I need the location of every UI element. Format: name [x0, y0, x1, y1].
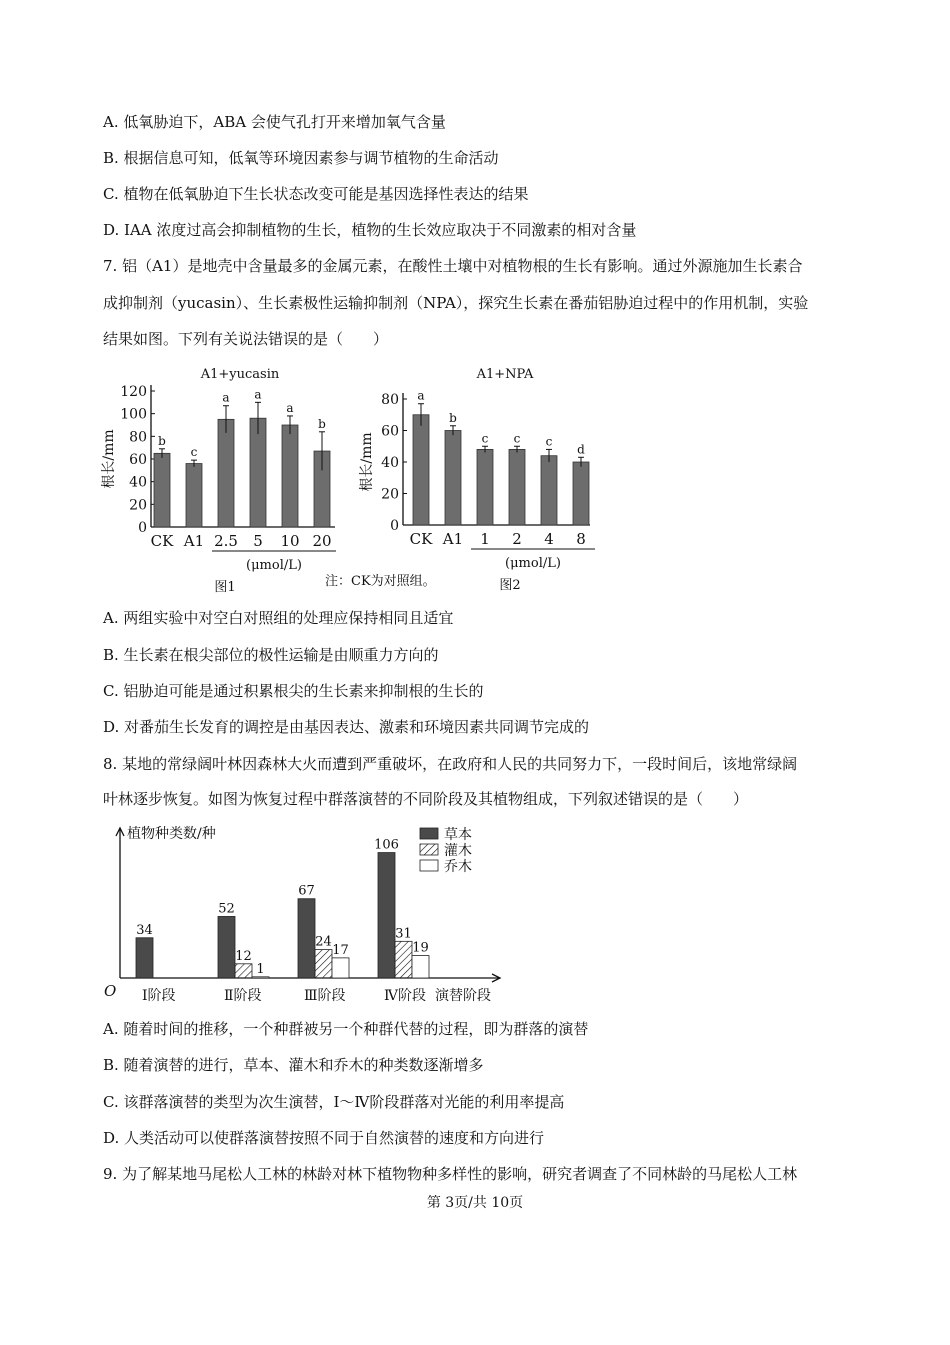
legend-swatch-乔木: [420, 860, 438, 871]
data-label: 19: [412, 940, 429, 956]
data-label: 12: [235, 948, 252, 964]
data-label: 31: [395, 926, 412, 942]
y-tick-label: 20: [381, 486, 399, 503]
x-tick-label: Ⅱ阶段: [224, 988, 262, 1004]
bar-4: [541, 456, 557, 525]
figure-caption: 图2: [499, 578, 521, 593]
q6-option-c: C. 植物在低氧胁迫下生长状态改变可能是基因选择性表达的结果: [103, 185, 529, 203]
bar-2: [509, 449, 525, 525]
significance-letter: a: [286, 400, 294, 415]
bar-CK: [154, 453, 170, 527]
bar-草本-3: [378, 853, 395, 978]
q6-option-d: D. IAA 浓度过高会抑制植物的生长，植物的生长效应取决于不同激素的相对含量: [103, 221, 637, 239]
y-tick-label: 60: [129, 452, 147, 468]
data-label: 1: [256, 961, 265, 977]
q8-option-c: C. 该群落演替的类型为次生演替，Ⅰ～Ⅳ阶段群落对光能的利用率提高: [103, 1093, 565, 1111]
significance-letter: a: [222, 390, 230, 405]
y-axis-label: 根长/mm: [101, 429, 117, 489]
page-footer: 第 3页/共 10页: [426, 1195, 524, 1211]
bar-灌木-2: [315, 950, 332, 978]
y-tick-label: 20: [129, 497, 147, 514]
bar-1: [477, 449, 493, 525]
legend-swatch-灌木: [420, 844, 438, 855]
significance-letter: b: [449, 410, 457, 425]
y-tick-label: 80: [129, 429, 147, 446]
x-tick-label: 8: [576, 530, 586, 548]
bar-A1: [186, 464, 202, 527]
figure-2-chart: [325, 362, 605, 593]
q7-stem-line-1: 7. 铝（A1）是地壳中含量最多的金属元素，在酸性土壤中对植物根的生长有影响。通过外源施加生长素合: [103, 257, 803, 275]
x-tick-label: CK: [150, 532, 174, 550]
x-axis-label: 演替阶段: [435, 988, 491, 1004]
q8-option-d: D. 人类活动可以使群落演替按照不同于自然演替的速度和方向进行: [103, 1129, 545, 1147]
q6-option-b: B. 根据信息可知，低氧等环境因素参与调节植物的生命活动: [103, 149, 499, 167]
succession-chart: [100, 818, 520, 1010]
y-tick-label: 80: [381, 392, 399, 408]
x-tick-label: 2.5: [214, 532, 238, 550]
legend-swatch-草本: [420, 828, 438, 839]
figure-1-chart: [95, 362, 355, 595]
q7-option-b: B. 生长素在根尖部位的极性运输是由顺重力方向的: [103, 646, 439, 664]
data-label: 106: [374, 837, 399, 853]
unit-label: (μmol/L): [505, 556, 561, 571]
x-tick-label: 5: [253, 532, 263, 550]
y-tick-label: 40: [381, 455, 399, 471]
q6-option-a: A. 低氧胁迫下，ABA 会使气孔打开来增加氧气含量: [103, 113, 446, 131]
q7-option-a: A. 两组实验中对空白对照组的处理应保持相同且适宜: [103, 609, 454, 627]
y-axis-label: 根长/mm: [359, 432, 375, 492]
x-tick-label: 4: [544, 530, 554, 548]
significance-letter: c: [513, 431, 521, 446]
bar-草本-2: [298, 899, 315, 978]
bar-A1: [445, 431, 461, 526]
bar-草本-0: [136, 938, 153, 978]
bar-乔木-2: [332, 958, 349, 978]
q8-option-a: A. 随着时间的推移，一个种群被另一个种群代替的过程，即为群落的演替: [103, 1020, 589, 1038]
y-tick-label: 120: [120, 384, 147, 400]
y-tick-label: 0: [390, 518, 399, 534]
x-tick-label: Ⅰ阶段: [142, 988, 176, 1004]
bar-8: [573, 462, 589, 525]
legend-label: 草本: [444, 827, 472, 843]
figure-caption: 图1: [214, 580, 236, 595]
bar-CK: [413, 415, 429, 525]
y-tick-label: 60: [381, 423, 399, 440]
significance-letter: d: [577, 442, 585, 457]
chart-title: A1+yucasin: [200, 367, 280, 382]
bar-乔木-3: [412, 956, 429, 978]
legend-label: 乔木: [444, 859, 472, 875]
bar-5: [250, 418, 266, 527]
q7-option-c: C. 铝胁迫可能是通过积累根尖的生长素来抑制根的生长的: [103, 682, 484, 700]
bar-2.5: [218, 419, 234, 527]
bar-灌木-1: [235, 964, 252, 978]
x-tick-label: 10: [280, 532, 300, 550]
bar-乔木-1: [252, 977, 269, 978]
data-label: 17: [332, 942, 349, 958]
bar-草本-1: [218, 916, 235, 978]
significance-letter: a: [254, 387, 262, 402]
bar-10: [282, 425, 298, 527]
unit-label: (μmol/L): [246, 558, 302, 573]
figure-note: 注：CK为对照组。: [325, 574, 436, 589]
significance-letter: b: [158, 433, 166, 448]
q8-stem-line-2: 叶林逐步恢复。如图为恢复过程中群落演替的不同阶段及其植物组成，下列叙述错误的是（ ）: [103, 790, 749, 808]
x-tick-label: Ⅳ阶段: [384, 988, 426, 1004]
y-tick-label: 100: [120, 406, 147, 423]
q7-stem-line-3: 结果如图。下列有关说法错误的是（ ）: [103, 330, 389, 348]
data-label: 34: [136, 922, 153, 938]
significance-letter: b: [318, 416, 326, 431]
q7-stem-line-2: 成抑制剂（yucasin）、生长素极性运输抑制剂（NPA），探究生长素在番茄铝胁迫过程中的作用机制，实验: [103, 294, 809, 312]
q9-stem: 9. 为了解某地马尾松人工林的林龄对林下植物物种多样性的影响，研究者调查了不同林龄的马尾松人工林: [103, 1165, 798, 1183]
significance-letter: c: [481, 431, 489, 446]
x-tick-label: 20: [312, 532, 332, 550]
data-label: 67: [298, 883, 315, 899]
y-tick-label: 0: [138, 520, 147, 536]
x-tick-label: CK: [409, 530, 433, 548]
data-label: 24: [315, 934, 332, 950]
legend-label: 灌木: [444, 843, 472, 859]
x-tick-label: 1: [480, 530, 490, 548]
chart-title: A1+NPA: [476, 367, 534, 382]
significance-letter: c: [545, 434, 553, 449]
origin-label: O: [104, 982, 117, 1000]
significance-letter: c: [190, 445, 198, 460]
x-tick-label: Ⅲ阶段: [304, 988, 346, 1004]
q8-stem-line-1: 8. 某地的常绿阔叶林因森林大火而遭到严重破坏，在政府和人民的共同努力下，一段时间后，该地常绿阔: [103, 755, 798, 773]
q8-option-b: B. 随着演替的进行，草本、灌木和乔木的种类数逐渐增多: [103, 1056, 484, 1074]
x-tick-label: A1: [183, 532, 205, 550]
significance-letter: a: [417, 388, 425, 403]
data-label: 52: [218, 901, 235, 917]
q7-option-d: D. 对番茄生长发育的调控是由基因表达、激素和环境因素共同调节完成的: [103, 718, 590, 736]
y-axis-label: 植物种类数/种: [127, 826, 216, 842]
x-tick-label: 2: [512, 530, 522, 548]
y-tick-label: 40: [129, 474, 147, 491]
x-tick-label: A1: [442, 530, 464, 548]
bar-灌木-3: [395, 941, 412, 978]
